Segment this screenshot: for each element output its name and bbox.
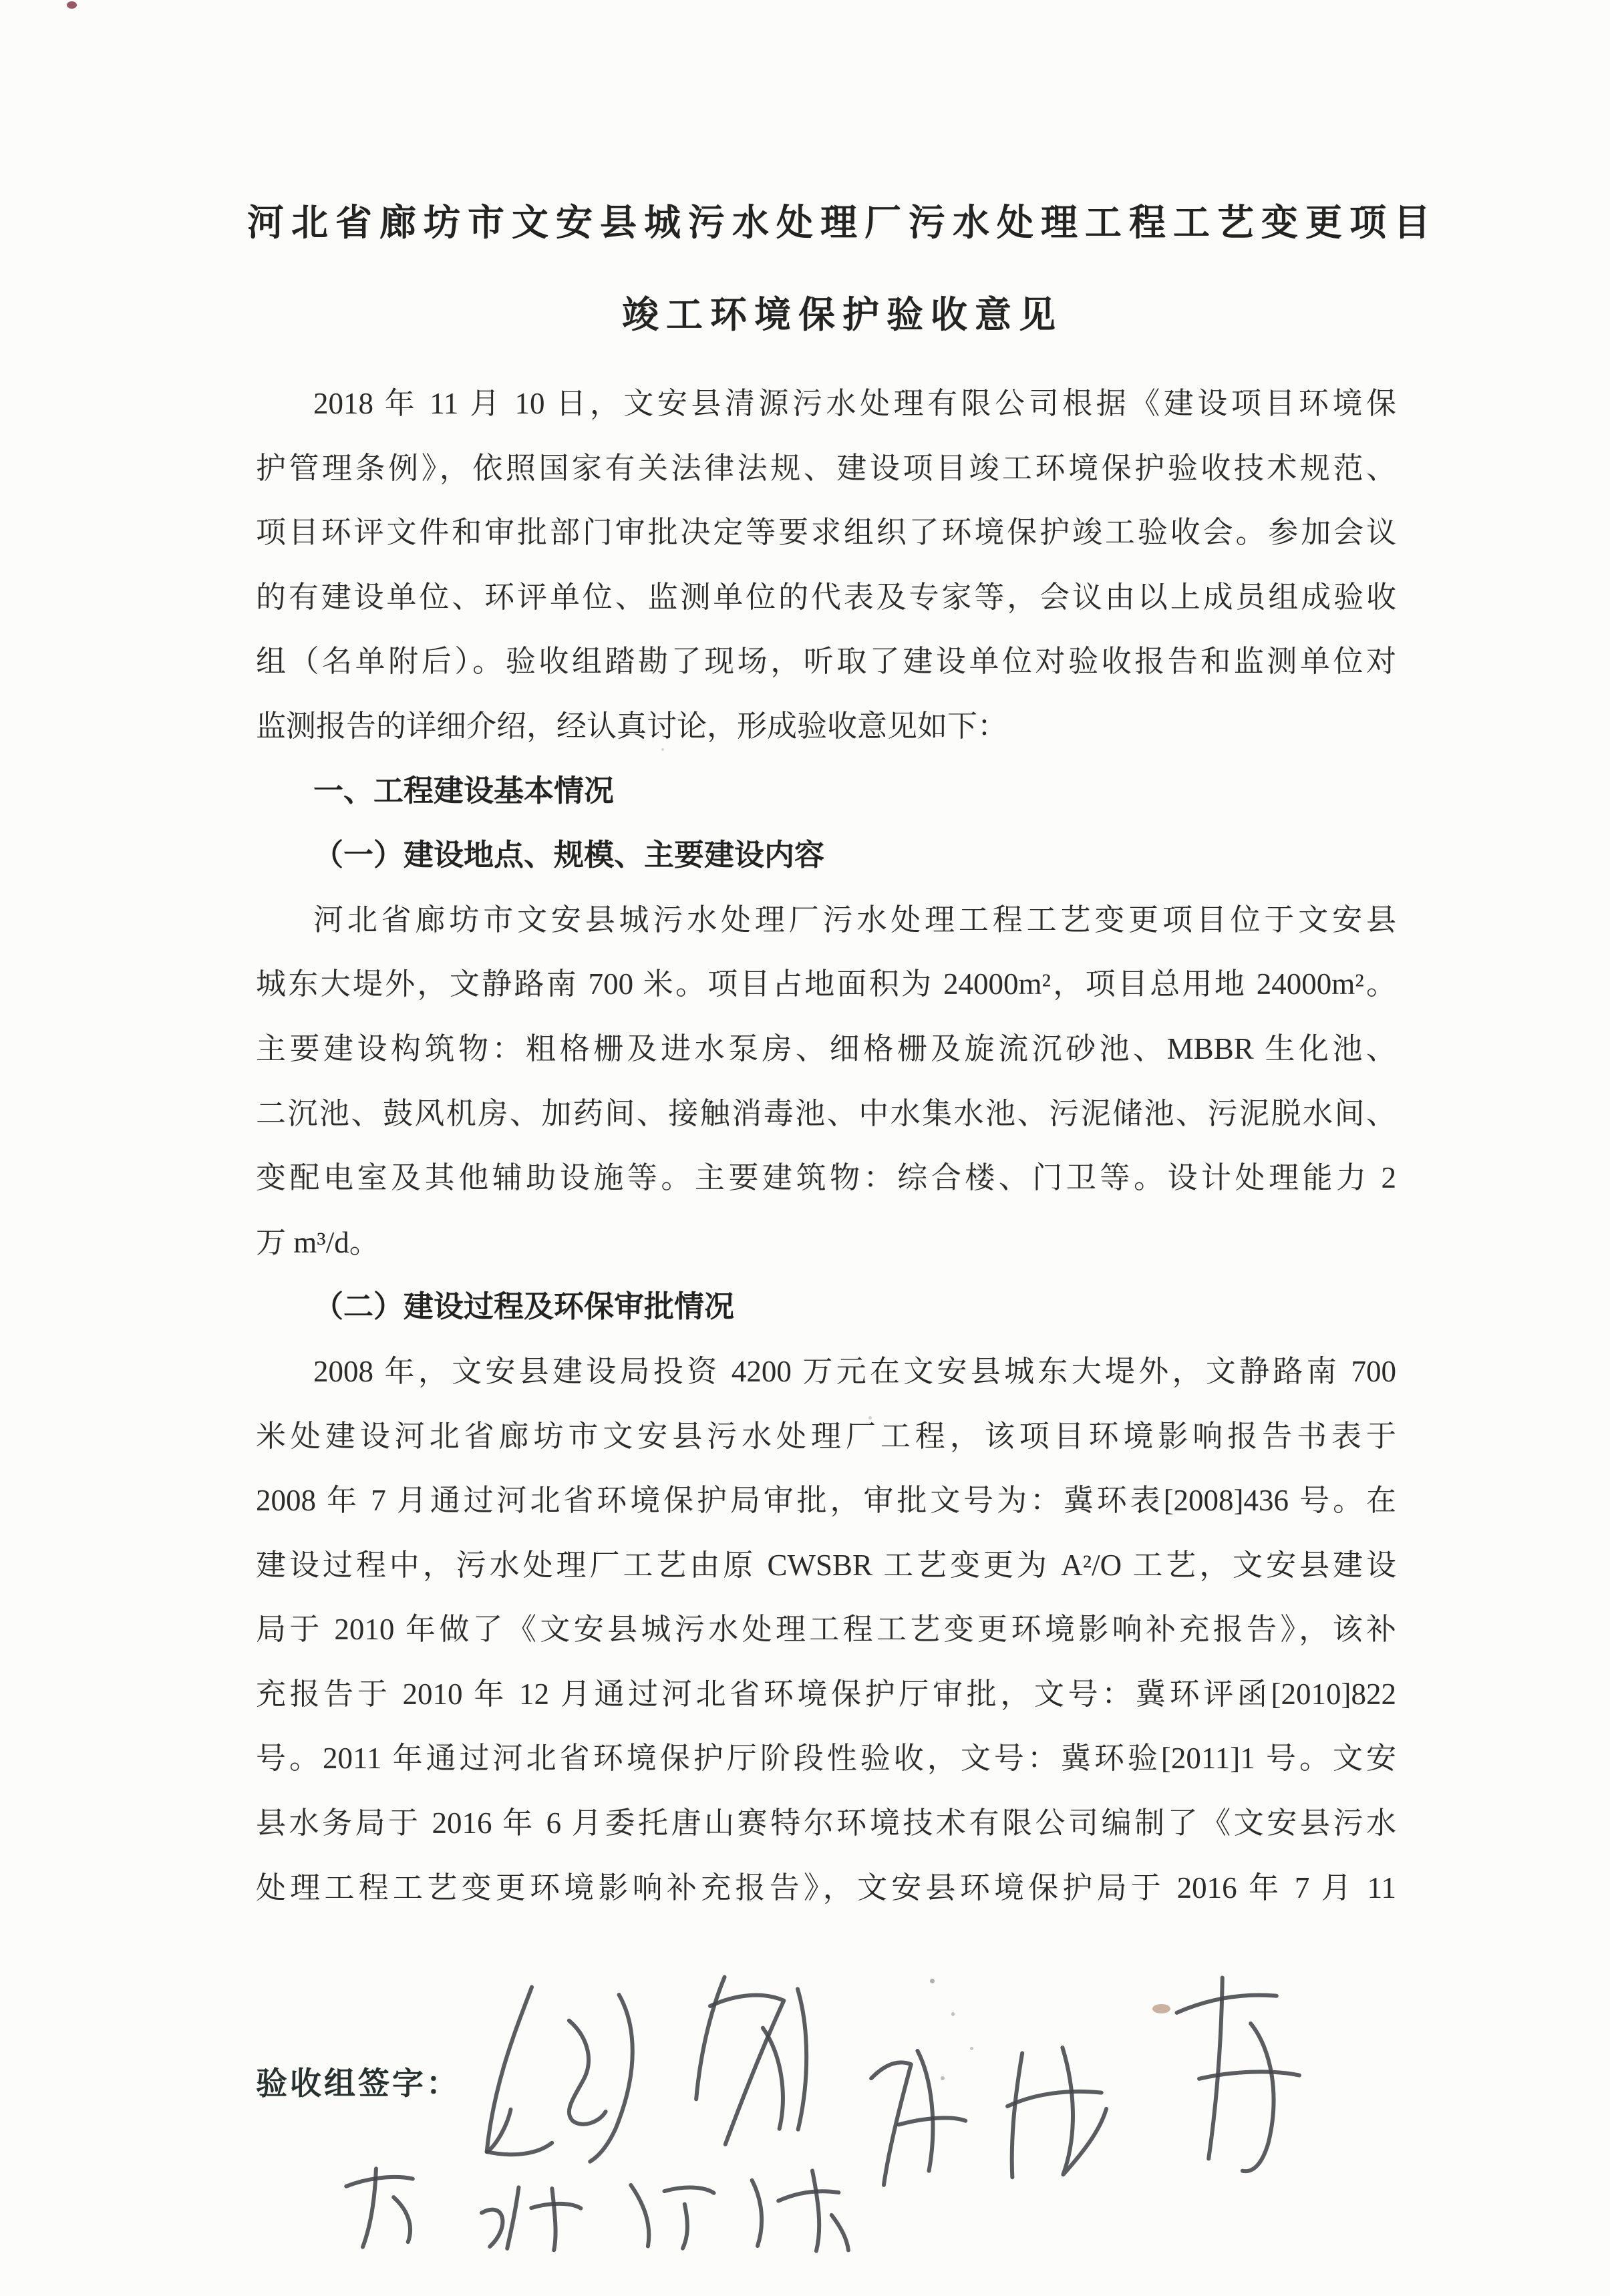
signature-scribble [468, 1977, 661, 2184]
scan-speck [951, 2012, 955, 2016]
body-line: 项目环评文件和审批部门审批决定等要求组织了环境保护竣工验收会。参加会议 [256, 516, 1396, 550]
body-line: 号。2011 年通过河北省环境保护厅阶段性验收，文号：冀环验[2011]1 号。文安 [256, 1742, 1396, 1776]
section-heading: 一、工程建设基本情况 [313, 774, 615, 808]
body-line: 护管理条例》，依照国家有关法律法规、建设项目竣工环境保护验收技术规范、 [256, 451, 1396, 485]
body-line: 2008 年 7 月通过河北省环境保护局审批，审批文号为：冀环表[2008]436 号。在 [256, 1484, 1396, 1518]
subsection-heading: （二）建设过程及环保审批情况 [313, 1290, 735, 1324]
body-line: 局于 2010 年做了《文安县城污水处理工程工艺变更环境影响补充报告》，该补 [256, 1613, 1396, 1647]
signature-scribble [470, 2172, 589, 2257]
signature-scribble [678, 1965, 818, 2164]
signature-scribble [1155, 1968, 1313, 2187]
body-line: 2008 年，文安县建设局投资 4200 万元在文安县城东大堤外，文静路南 700 [313, 1354, 1396, 1388]
document-title [37, 198, 1610, 341]
document-title-line-1: 河北省廊坊市文安县城污水处理厂污水处理工程工艺变更项目 [247, 202, 1438, 243]
body-line: 河北省廊坊市文安县城污水处理厂污水处理工程工艺变更项目位于文安县 [313, 903, 1396, 937]
body-line: 充报告于 2010 年 12 月通过河北省环境保护厅审批，文号：冀环评函[2010]822 [256, 1677, 1396, 1711]
body-line: 城东大堤外，文静路南 700 米。项目占地面积为 24000m²，项目总用地 24000m²。 [256, 967, 1396, 1001]
body-line: 建设过程中，污水处理厂工艺由原 CWSBR 工艺变更为 A²/O 工艺，文安县建设 [256, 1548, 1396, 1582]
signature-scribble [738, 2160, 856, 2255]
body-line: 处理工程工艺变更环境影响补充报告》，文安县环境保护局于 2016 年 7 月 11 [256, 1870, 1396, 1905]
signature-group-label: 验收组签字： [256, 2067, 460, 2102]
body-line: 主要建设构筑物：粗格栅及进水泵房、细格栅及旋流沉砂池、MBBR 生化池、 [256, 1031, 1396, 1065]
body-line: 县水务局于 2016 年 6 月委托唐山赛特尔环境技术有限公司编制了《文安县污水 [256, 1806, 1396, 1840]
signature-scribble [332, 2162, 434, 2253]
body-line: 万 m³/d。 [256, 1225, 379, 1259]
body-line: 组（名单附后）。验收组踏勘了现场，听取了建设单位对验收报告和监测单位对 [256, 645, 1396, 679]
signature-scribble [857, 2023, 977, 2198]
subsection-heading: （一）建设地点、规模、主要建设内容 [313, 838, 825, 872]
body-line: 米处建设河北省廊坊市文安县污水处理厂工程，该项目环境影响报告书表于 [256, 1419, 1396, 1453]
document-body [256, 371, 1396, 1920]
body-line: 2018 年 11 月 10 日，文安县清源污水处理有限公司根据《建设项目环境保 [313, 387, 1396, 420]
signature-scribble [617, 2170, 719, 2253]
scan-speck [930, 1979, 935, 1983]
body-line: 变配电室及其他辅助设施等。主要建筑物：综合楼、门卫等。设计处理能力 2 [256, 1161, 1396, 1195]
signature-scribble [999, 2026, 1120, 2192]
document-title-line-2: 竣工环境保护验收意见 [621, 295, 1063, 335]
body-line: 的有建设单位、环评单位、监测单位的代表及专家等，会议由以上成员组成验收 [256, 580, 1396, 614]
body-line: 监测报告的详细介绍，经认真讨论，形成验收意见如下： [256, 709, 1008, 743]
scan-speck [67, 1, 77, 9]
body-line: 二沉池、鼓风机房、加药间、接触消毒池、中水集水池、污泥储池、污泥脱水间、 [256, 1096, 1396, 1130]
